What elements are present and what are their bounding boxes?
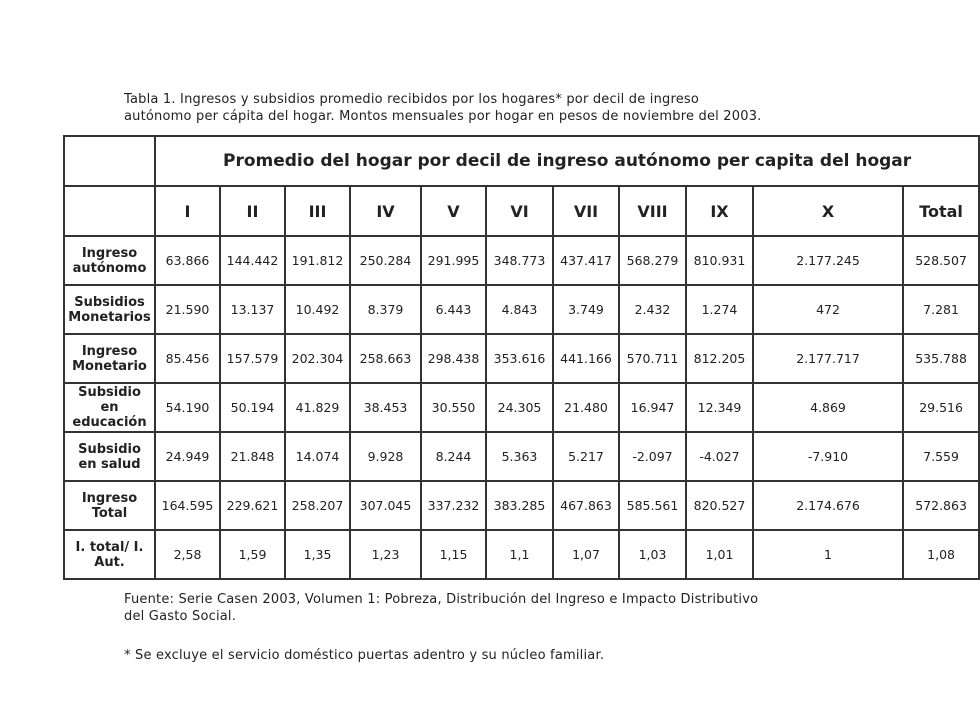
- table-cell: 164.595: [155, 481, 220, 530]
- row-label-line: Ingreso: [81, 245, 138, 261]
- table-cell: 24.305: [486, 383, 553, 432]
- table-cell: 810.931: [686, 236, 753, 285]
- table-cell: 9.928: [350, 432, 421, 481]
- table-cell: 229.621: [220, 481, 285, 530]
- table-cell: 7.559: [903, 432, 979, 481]
- table-cell: 535.788: [903, 334, 979, 383]
- table-cell: 1,08: [903, 530, 979, 579]
- table-cell: 820.527: [686, 481, 753, 530]
- table-cell: 258.663: [350, 334, 421, 383]
- table-cell: 157.579: [220, 334, 285, 383]
- table-cell: 570.711: [619, 334, 686, 383]
- table-cell: 29.516: [903, 383, 979, 432]
- corner-cell: [64, 136, 155, 186]
- table-caption: [124, 91, 860, 125]
- table-row: [64, 285, 979, 334]
- table-cell: 16.947: [619, 383, 686, 432]
- row-label-line: en: [100, 400, 119, 415]
- table-cell: 1,01: [686, 530, 753, 579]
- table-cell: 472: [753, 285, 903, 334]
- row-label: [64, 334, 155, 383]
- table-cell: 1,35: [285, 530, 350, 579]
- table-cell: 568.279: [619, 236, 686, 285]
- table-cell: 14.074: [285, 432, 350, 481]
- table-cell: 13.137: [220, 285, 285, 334]
- row-label-line: Subsidios: [74, 294, 145, 310]
- table-cell: 191.812: [285, 236, 350, 285]
- table-cell: 348.773: [486, 236, 553, 285]
- table-cell: 353.616: [486, 334, 553, 383]
- table-cell: 1,15: [421, 530, 486, 579]
- table-cell: 1,03: [619, 530, 686, 579]
- table-row: [64, 530, 979, 579]
- table-cell: -2.097: [619, 432, 686, 481]
- table-cell: 1,59: [220, 530, 285, 579]
- table-row: [64, 432, 979, 481]
- table-cell: 812.205: [686, 334, 753, 383]
- table-cell: 54.190: [155, 383, 220, 432]
- row-label-line: Ingreso: [81, 490, 138, 506]
- table-cell: 1.274: [686, 285, 753, 334]
- table-cell: 4.869: [753, 383, 903, 432]
- column-header: VI: [486, 186, 553, 236]
- column-header: III: [285, 186, 350, 236]
- table-row: [64, 481, 979, 530]
- table-cell: 21.848: [220, 432, 285, 481]
- table-cell: 144.442: [220, 236, 285, 285]
- income-subsidy-table: [63, 135, 980, 580]
- table-cell: 7.281: [903, 285, 979, 334]
- row-label-line: Ingreso: [81, 343, 138, 359]
- row-label-line: autónomo: [72, 260, 147, 276]
- table-cell: 528.507: [903, 236, 979, 285]
- table-cell: 8.379: [350, 285, 421, 334]
- table-cell: 38.453: [350, 383, 421, 432]
- table-cell: 250.284: [350, 236, 421, 285]
- row-label-line: I. total/ I.: [75, 539, 144, 555]
- table-cell: 2.174.676: [753, 481, 903, 530]
- row-label-line: Subsidio: [78, 441, 141, 457]
- row-label-line: Aut.: [94, 554, 125, 570]
- table-cell: 5.217: [553, 432, 619, 481]
- caption-line-2: autónomo per cápita del hogar. Montos mensuales por hogar en pesos de noviembre del 2003.: [124, 109, 762, 124]
- row-label-line: en salud: [78, 456, 141, 472]
- footnote: * Se excluye el servicio doméstico puertas adentro y su núcleo familiar.: [124, 648, 605, 663]
- table-cell: 2,58: [155, 530, 220, 579]
- table-cell: -7.910: [753, 432, 903, 481]
- table-row: [64, 334, 979, 383]
- table-cell: 24.949: [155, 432, 220, 481]
- table-cell: 202.304: [285, 334, 350, 383]
- table-cell: 298.438: [421, 334, 486, 383]
- table-cell: 6.443: [421, 285, 486, 334]
- table-cell: 63.866: [155, 236, 220, 285]
- table-cell: 2.177.245: [753, 236, 903, 285]
- column-header: X: [753, 186, 903, 236]
- source-line-2: del Gasto Social.: [124, 609, 237, 624]
- table-cell: 2.432: [619, 285, 686, 334]
- column-header: I: [155, 186, 220, 236]
- row-label-line: Monetario: [72, 358, 147, 374]
- column-header: II: [220, 186, 285, 236]
- row-label: [64, 236, 155, 285]
- column-header: IX: [686, 186, 753, 236]
- table-cell: 4.843: [486, 285, 553, 334]
- table-cell: 41.829: [285, 383, 350, 432]
- caption-line-1: Tabla 1. Ingresos y subsidios promedio recibidos por los hogares* por decil de ingreso: [124, 92, 700, 107]
- source-note: [124, 591, 874, 625]
- table-cell: 291.995: [421, 236, 486, 285]
- table-cell: 337.232: [421, 481, 486, 530]
- table-cell: 258.207: [285, 481, 350, 530]
- table-cell: 1,1: [486, 530, 553, 579]
- table-cell: 441.166: [553, 334, 619, 383]
- table-cell: 585.561: [619, 481, 686, 530]
- table-cell: -4.027: [686, 432, 753, 481]
- row-label-line: Monetarios: [68, 309, 151, 325]
- table-cell: 21.590: [155, 285, 220, 334]
- table-cell: 30.550: [421, 383, 486, 432]
- column-header: IV: [350, 186, 421, 236]
- source-line-1: Fuente: Serie Casen 2003, Volumen 1: Pobreza, Distribución del Ingreso e Impacto Distributivo: [124, 592, 759, 607]
- table-cell: 21.480: [553, 383, 619, 432]
- row-label: [64, 432, 155, 481]
- row-label: [64, 285, 155, 334]
- row-label-line: Subsidio: [78, 385, 141, 400]
- table-cell: 12.349: [686, 383, 753, 432]
- table-cell: 8.244: [421, 432, 486, 481]
- table-cell: 50.194: [220, 383, 285, 432]
- table-cell: 307.045: [350, 481, 421, 530]
- table-cell: 10.492: [285, 285, 350, 334]
- table-cell: 467.863: [553, 481, 619, 530]
- column-header-row: [64, 186, 979, 236]
- row-label-line: educación: [72, 415, 147, 430]
- table-cell: 5.363: [486, 432, 553, 481]
- table-row: [64, 236, 979, 285]
- row-label: [64, 481, 155, 530]
- table-cell: 85.456: [155, 334, 220, 383]
- table-cell: 1: [753, 530, 903, 579]
- column-header: V: [421, 186, 486, 236]
- table-cell: 383.285: [486, 481, 553, 530]
- row-label: [64, 383, 155, 432]
- table-cell: 3.749: [553, 285, 619, 334]
- column-header: VII: [553, 186, 619, 236]
- row-label-line: Total: [91, 505, 128, 521]
- column-header: Total: [903, 186, 979, 236]
- table-cell: 2.177.717: [753, 334, 903, 383]
- table-cell: 1,07: [553, 530, 619, 579]
- table-cell: 572.863: [903, 481, 979, 530]
- corner-cell: [64, 186, 155, 236]
- table-row: [64, 383, 979, 432]
- table-cell: 1,23: [350, 530, 421, 579]
- table-cell: 437.417: [553, 236, 619, 285]
- group-header: Promedio del hogar por decil de ingreso autónomo per capita del hogar: [155, 136, 979, 186]
- column-header: VIII: [619, 186, 686, 236]
- row-label: [64, 530, 155, 579]
